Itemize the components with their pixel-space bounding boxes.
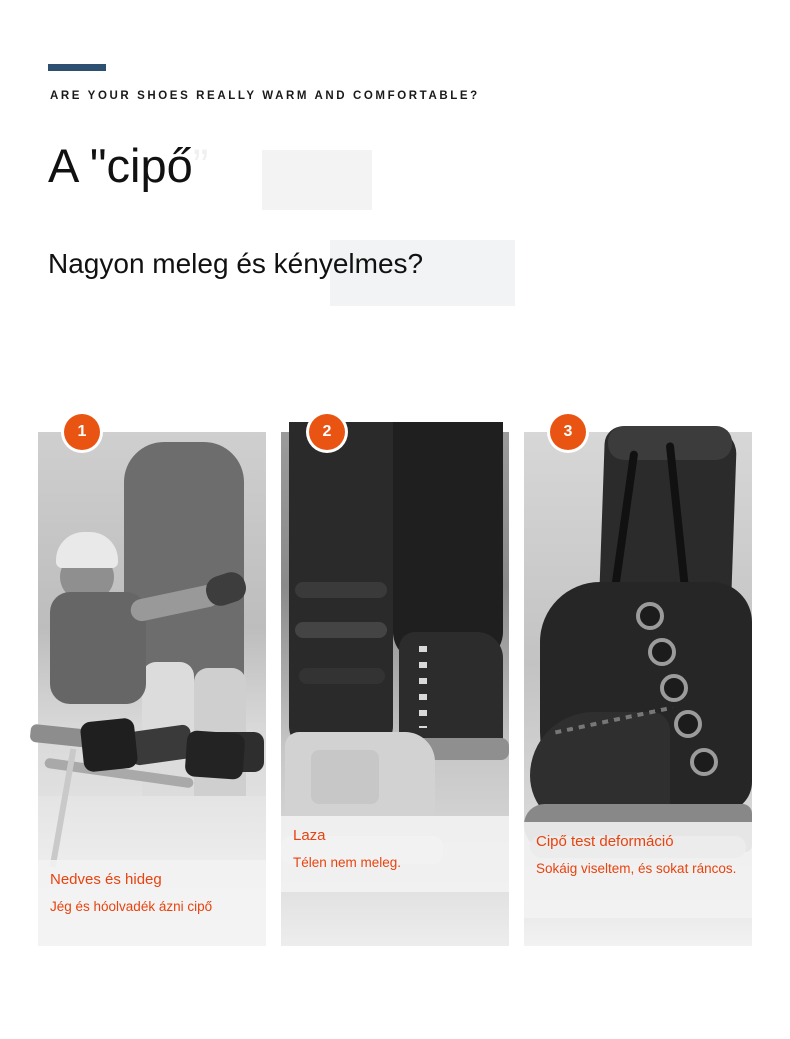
card-caption	[281, 816, 509, 892]
card-title: Laza	[293, 827, 326, 844]
subtitle: Nagyon meleg és kényelmes?	[48, 248, 424, 279]
card-body: Télen nem meleg.	[293, 855, 402, 870]
boot-eyelet-shape	[674, 710, 702, 738]
boot-eyelet-shape	[636, 602, 664, 630]
card-title: Cipő test deformáció	[536, 833, 674, 850]
child-boot-right-shape	[184, 730, 245, 780]
card-caption	[38, 860, 266, 946]
card-body: Jég és hóolvadék ázni cipő	[50, 899, 213, 914]
boot-eyelets-shape	[419, 646, 427, 728]
tan-boot-lace-panel-shape	[311, 750, 379, 804]
step-number-badge: 1	[64, 414, 100, 450]
list-item	[524, 423, 752, 946]
headline-prefix: A "cipő	[48, 139, 193, 192]
headline-suffix: ”	[192, 139, 209, 192]
eyebrow-text: ARE YOUR SHOES REALLY WARM AND COMFORTABLE?	[50, 90, 480, 102]
boot-eyelet-shape	[690, 748, 718, 776]
card-title: Nedves és hideg	[50, 871, 162, 888]
page-title	[48, 138, 208, 193]
list-item	[38, 423, 266, 946]
accent-bar	[48, 64, 106, 71]
decorative-panel-top	[262, 150, 372, 210]
boot-eyelet-shape	[648, 638, 676, 666]
card-body: Sokáig viseltem, és sokat ráncos.	[536, 861, 737, 876]
step-number-badge: 3	[550, 414, 586, 450]
step-number-badge: 2	[309, 414, 345, 450]
boot-eyelet-shape	[660, 674, 688, 702]
child-boot-left-shape	[80, 717, 139, 772]
jeans-fold-shape	[295, 582, 387, 598]
list-item	[281, 423, 509, 946]
cards-row	[38, 423, 752, 950]
jeans-right-shape	[393, 422, 503, 662]
card-caption	[524, 822, 752, 918]
jeans-fold-shape	[299, 668, 385, 684]
jeans-fold-shape	[295, 622, 387, 638]
